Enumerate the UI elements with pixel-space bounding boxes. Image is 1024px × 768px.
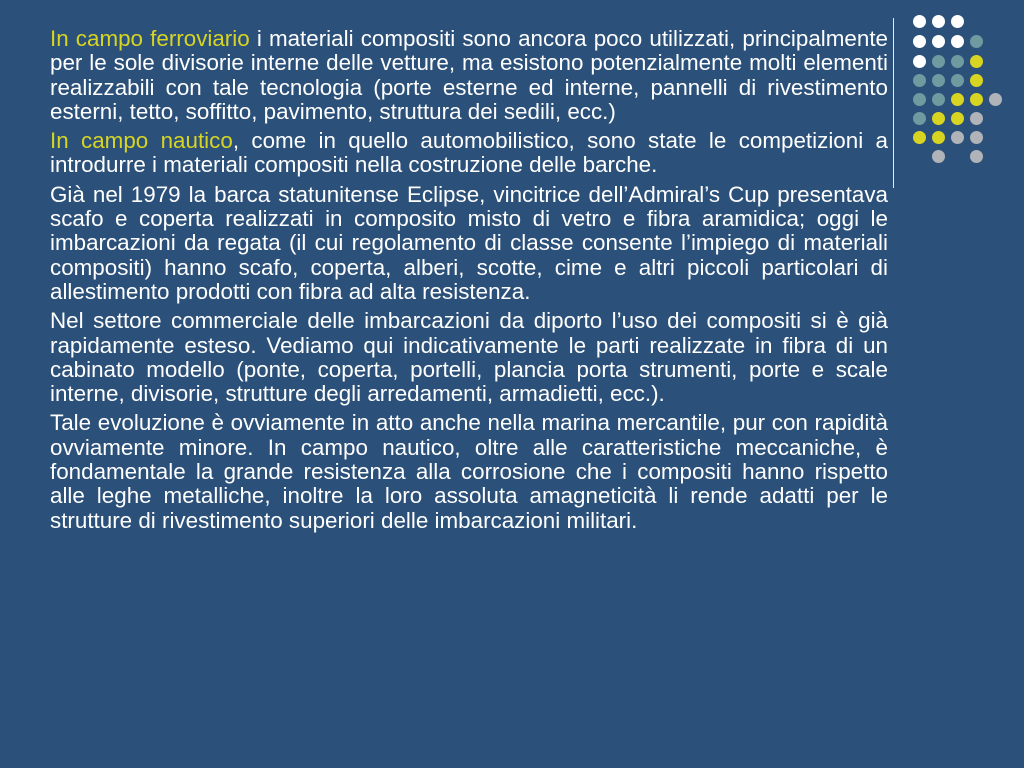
decorative-dot bbox=[932, 93, 945, 106]
decorative-dot bbox=[932, 35, 945, 48]
decorative-dot bbox=[970, 112, 983, 125]
decorative-dot bbox=[951, 74, 964, 87]
decorative-dot bbox=[951, 15, 964, 28]
paragraph-nautical bbox=[50, 129, 888, 178]
decorative-dot bbox=[932, 15, 945, 28]
decorative-dot-grid bbox=[912, 15, 1012, 165]
decorative-dot bbox=[951, 131, 964, 144]
vertical-divider bbox=[893, 18, 894, 188]
decorative-dot bbox=[970, 150, 983, 163]
decorative-dot bbox=[989, 93, 1002, 106]
decorative-dot bbox=[932, 74, 945, 87]
highlight-text: In campo ferroviario bbox=[50, 26, 250, 51]
decorative-dot bbox=[970, 55, 983, 68]
decorative-dot bbox=[932, 150, 945, 163]
decorative-dot bbox=[913, 93, 926, 106]
decorative-dot bbox=[913, 15, 926, 28]
decorative-dot bbox=[970, 131, 983, 144]
paragraph-text: Nel settore commerciale delle imbarcazioni da diporto l’uso dei compositi si è già rapidamente esteso. Vediamo qui indicativamente le parti realizzate in fibra di un cabinato modello (ponte, coperta, portelli, plancia porta strumenti, porte e scale interne, divisorie, strutture degli arredamenti, armadietti, ecc.). bbox=[50, 308, 888, 407]
highlight-text: In campo nautico bbox=[50, 128, 233, 154]
paragraph-text: i materiali compositi sono ancora poco utilizzati, principalmente per le sole divisorie interne delle vetture, ma esistono potenzialmente molti elementi realizzabili con tale tecnologia (porte esterne ed interne, pannelli di rivestimento esterni, tetto, soffitto, pavimento, struttura dei sedili, ecc.) bbox=[50, 26, 888, 124]
paragraph-text: Tale evoluzione è ovviamente in atto anche nella marina mercantile, pur con rapidità ovviamente minore. In campo nautico, oltre alle caratteristiche meccaniche, è fondamentale la grande resistenza alla corrosione che i compositi hanno rispetto alle leghe metalliche, inoltre la loro assoluta amagneticità li rende adatti per le strutture di rivestimento superiori delle imbarcazioni militari. bbox=[50, 410, 888, 533]
decorative-dot bbox=[932, 112, 945, 125]
decorative-dot bbox=[913, 131, 926, 144]
decorative-dot bbox=[932, 55, 945, 68]
decorative-dot bbox=[913, 74, 926, 87]
decorative-dot bbox=[913, 55, 926, 68]
decorative-dot bbox=[970, 35, 983, 48]
paragraph-railway bbox=[50, 27, 888, 124]
paragraph-eclipse bbox=[50, 183, 888, 304]
paragraph-merchant bbox=[50, 411, 888, 532]
paragraph-text: Già nel 1979 la barca statunitense Eclipse, vincitrice dell’Admiral’s Cup presentava scafo e coperta realizzati in composito misto di vetro e fibra aramidica; oggi le imbarcazioni da regata (il cui regolamento di classe consente l’impiego di materiali compositi) hanno scafo, coperta, alberi, scotte, cime e altri piccoli particolari di allestimento prodotti con fibra ad alta resistenza. bbox=[50, 181, 888, 304]
decorative-dot bbox=[951, 35, 964, 48]
decorative-dot bbox=[913, 112, 926, 125]
decorative-dot bbox=[951, 55, 964, 68]
paragraph-text: , come in quello automobilistico, sono state le competizioni a introdurre i materiali compositi nella costruzione delle barche. bbox=[50, 128, 888, 178]
decorative-dot bbox=[970, 93, 983, 106]
decorative-dot bbox=[970, 74, 983, 87]
body-text bbox=[50, 27, 888, 538]
decorative-dot bbox=[913, 35, 926, 48]
decorative-dot bbox=[932, 131, 945, 144]
decorative-dot bbox=[951, 93, 964, 106]
decorative-dot bbox=[951, 112, 964, 125]
paragraph-commercial bbox=[50, 309, 888, 406]
